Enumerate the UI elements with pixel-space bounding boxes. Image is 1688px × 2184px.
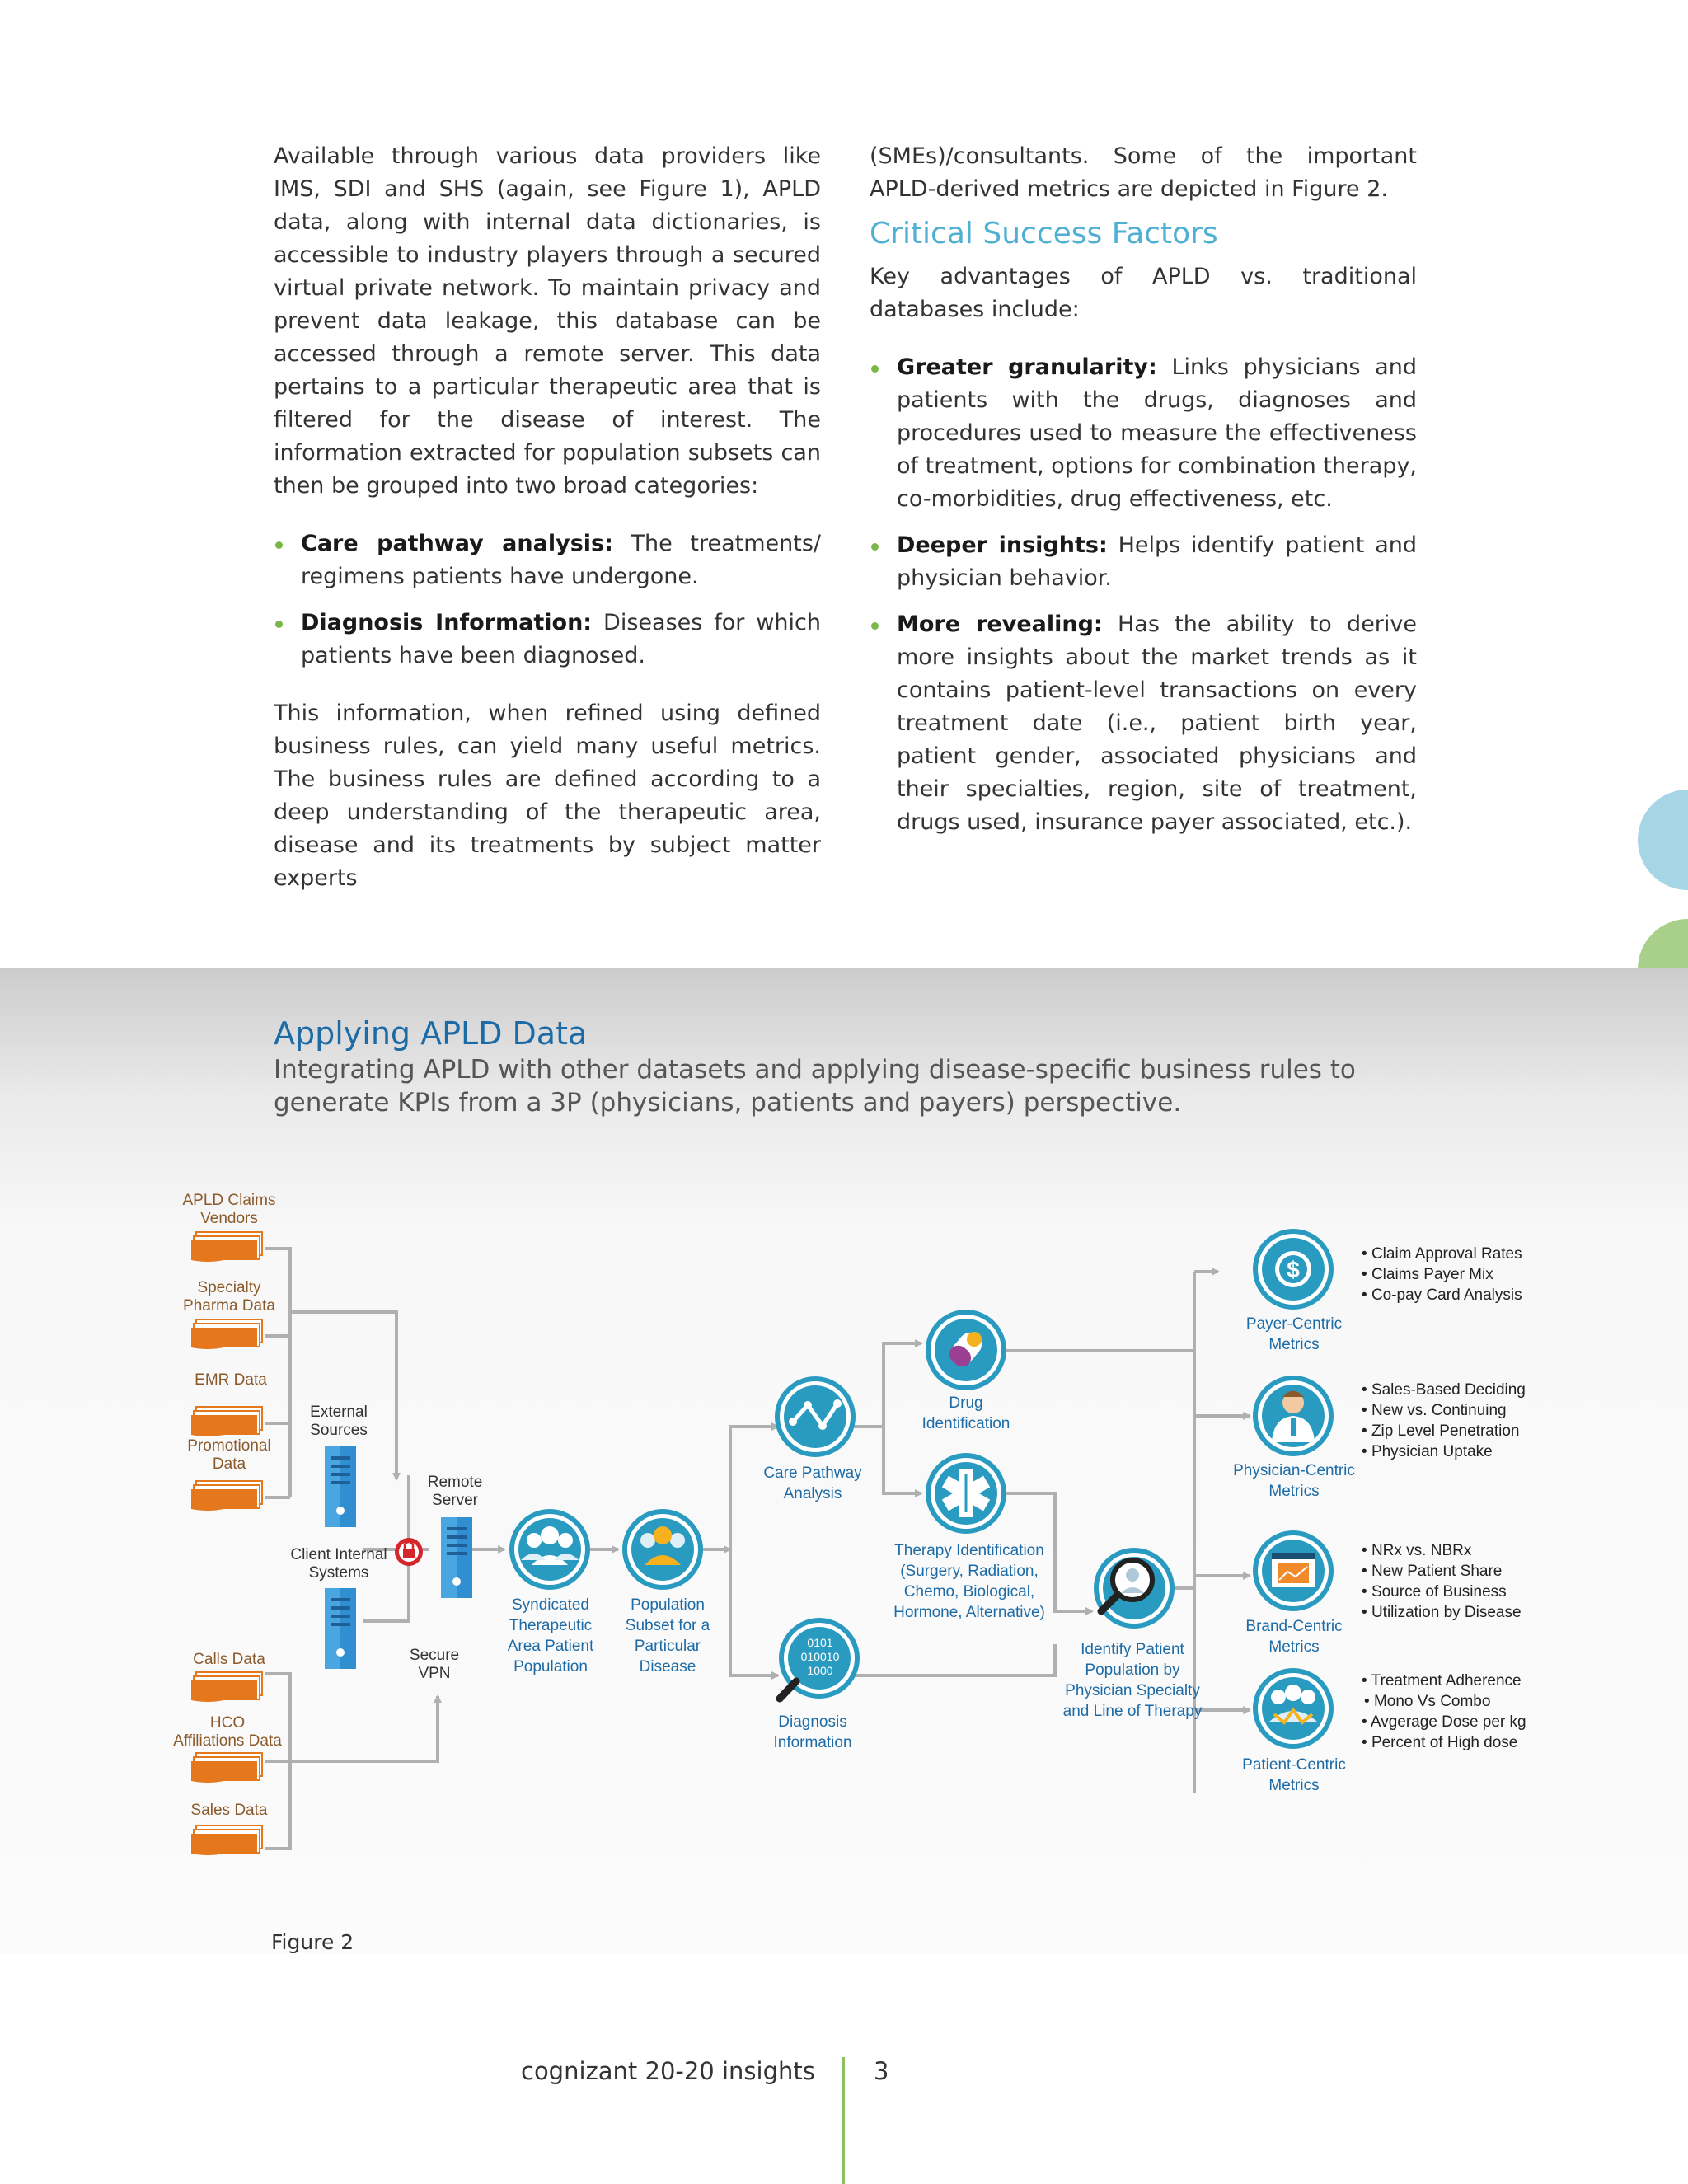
- footer-divider: [842, 2057, 845, 2184]
- identify-patient-population: [1063, 1550, 1203, 1720]
- svg-text:Calls Data: Calls Data: [193, 1651, 265, 1668]
- left-paragraph-1: Available through various data providers like IMS, SDI and SHS (again, see Figure 1), APLD data, along with internal data dictionaries, is accessible to industry players through a secured virtual private network. To maintain privacy and prevent data leakage, this database can be accessed through a remote server. This data pertains to a particular therapeutic area that is filtered for the disease of interest. The information extracted for population subsets can then be grouped into two broad categories:: [274, 143, 821, 499]
- data-stack-icon: [191, 1407, 262, 1436]
- page-number: 3: [874, 2057, 889, 2085]
- diagram-subtitle: Integrating APLD with other datasets and applying disease-specific business rules to generate KPIs from a 3P (physicians, patients and payers) perspective.: [274, 1055, 1356, 1118]
- source-emr-data: [191, 1371, 267, 1436]
- svg-text:Metrics: Metrics: [1268, 1483, 1320, 1500]
- svg-text:0101: 0101: [807, 1636, 833, 1649]
- source-specialty-pharma-data: [183, 1279, 275, 1349]
- svg-text:• Zip Level Penetration: • Zip Level Penetration: [1362, 1422, 1520, 1440]
- svg-text:Affiliations Data: Affiliations Data: [173, 1732, 282, 1750]
- svg-text:Payer-Centric: Payer-Centric: [1245, 1315, 1343, 1333]
- svg-text:Remote: Remote: [427, 1474, 483, 1491]
- data-stack-icon: [191, 1672, 262, 1702]
- syndicated-patient-population: [508, 1511, 594, 1675]
- source-connectors-bottom: [265, 1674, 438, 1849]
- lock-icon: [395, 1538, 423, 1566]
- svg-text:Therapeutic: Therapeutic: [509, 1617, 593, 1634]
- patient-metric-list: [1362, 1672, 1526, 1751]
- svg-text:Syndicated: Syndicated: [511, 1596, 590, 1614]
- figure-caption: Figure 2: [271, 1930, 354, 1954]
- svg-text:Pharma Data: Pharma Data: [183, 1297, 275, 1315]
- data-stack-icon: [191, 1825, 262, 1855]
- left-column: [274, 140, 821, 920]
- svg-text:Promotional: Promotional: [187, 1437, 271, 1455]
- svg-text:Identify Patient: Identify Patient: [1081, 1641, 1184, 1658]
- svg-text:$: $: [1287, 1257, 1300, 1282]
- svg-text:Therapy Identification: Therapy Identification: [894, 1542, 1044, 1559]
- svg-text:Subset for a: Subset for a: [625, 1617, 710, 1634]
- apld-flow-diagram: [0, 968, 1566, 1916]
- brand-centric-metrics: [1245, 1533, 1342, 1656]
- svg-text:• New Patient Share: • New Patient Share: [1362, 1563, 1503, 1580]
- svg-text:Brand-Centric: Brand-Centric: [1245, 1618, 1343, 1635]
- server-icon: [325, 1446, 356, 1527]
- data-stack-icon: [191, 1232, 262, 1262]
- svg-text:Sources: Sources: [310, 1422, 368, 1439]
- svg-text:Analysis: Analysis: [783, 1485, 842, 1502]
- brand-metric-list: [1362, 1542, 1522, 1621]
- payer-metric-list: [1362, 1245, 1522, 1304]
- svg-text:Vendors: Vendors: [200, 1210, 258, 1227]
- svg-text:• Utilization by Disease: • Utilization by Disease: [1362, 1604, 1522, 1621]
- svg-text:Metrics: Metrics: [1268, 1638, 1320, 1656]
- svg-text:• Percent of High dose: • Percent of High dose: [1362, 1734, 1518, 1751]
- svg-text:Physician Specialty: Physician Specialty: [1065, 1682, 1200, 1699]
- right-paragraph-1: (SMEs)/consultants. Some of the important APLD-derived metrics are depicted in Figure 2.: [870, 143, 1417, 202]
- diagram-title: Applying APLD Data: [274, 1015, 588, 1052]
- svg-text:• Claim Approval Rates: • Claim Approval Rates: [1362, 1245, 1522, 1263]
- source-apld-claims-vendors: [183, 1192, 276, 1262]
- svg-text:• Mono Vs Combo: • Mono Vs Combo: [1364, 1693, 1491, 1710]
- svg-text:(Surgery, Radiation,: (Surgery, Radiation,: [900, 1563, 1039, 1580]
- remote-server: [428, 1474, 483, 1598]
- right-column: [870, 140, 1417, 864]
- bullet-care-pathway: Care pathway analysis: The treatments/ regimens patients have undergone.: [274, 527, 821, 593]
- svg-text:Metrics: Metrics: [1268, 1777, 1320, 1794]
- dollar-coin-icon: [1275, 1251, 1311, 1287]
- svg-text:• Co-pay Card Analysis: • Co-pay Card Analysis: [1362, 1286, 1522, 1304]
- payer-centric-metrics: [1246, 1231, 1342, 1353]
- svg-text:Area Patient: Area Patient: [507, 1638, 594, 1655]
- source-calls-data: [191, 1651, 265, 1702]
- svg-text:Care Pathway: Care Pathway: [763, 1465, 862, 1482]
- data-stack-icon: [191, 1319, 262, 1349]
- svg-text:1000: 1000: [807, 1664, 833, 1677]
- decorative-blue-dot: [1638, 790, 1688, 890]
- svg-text:Patient-Centric: Patient-Centric: [1242, 1756, 1346, 1774]
- svg-text:Secure: Secure: [409, 1647, 460, 1664]
- external-sources: [310, 1404, 368, 1527]
- svg-text:• Treatment Adherence: • Treatment Adherence: [1362, 1672, 1522, 1690]
- svg-text:• NRx vs. NBRx: • NRx vs. NBRx: [1362, 1542, 1472, 1559]
- left-bullet-list: [274, 527, 821, 673]
- critical-success-factors-heading: Critical Success Factors: [870, 217, 1218, 251]
- data-stack-icon: [191, 1753, 262, 1783]
- svg-text:• New vs. Continuing: • New vs. Continuing: [1362, 1402, 1507, 1419]
- bullet-diagnosis-information: Diagnosis Information: Diseases for which patients have been diagnosed.: [274, 607, 821, 673]
- right-intro: Key advantages of APLD vs. traditional databases include:: [870, 264, 1417, 322]
- svg-text:Population by: Population by: [1085, 1661, 1180, 1679]
- svg-text:Identification: Identification: [921, 1415, 1010, 1432]
- svg-text:Physician-Centric: Physician-Centric: [1233, 1462, 1355, 1479]
- svg-text:Sales Data: Sales Data: [190, 1802, 268, 1819]
- bullet-more-revealing: More revealing: Has the ability to derive more insights about the market trends as it contains patient-level transactions on every treatment date (i.e., patient birth year, patient gender, associated physicians and their specialties, region, site of treatment, drugs used, insurance payer associated, etc.).: [870, 608, 1417, 839]
- svg-text:010010: 010010: [800, 1650, 840, 1663]
- svg-text:• Claims Payer Mix: • Claims Payer Mix: [1362, 1266, 1493, 1283]
- source-promotional-data: [187, 1437, 270, 1511]
- therapy-identification: [893, 1455, 1045, 1621]
- bullet-greater-granularity: Greater granularity: Links physicians and patients with the drugs, diagnoses and procedures used to measure the effectiveness of treatment, options for combination therapy, co-morbidities, drug effectiveness, etc.: [870, 351, 1417, 516]
- svg-text:Particular: Particular: [634, 1638, 701, 1655]
- bullet-deeper-insights: Deeper insights: Helps identify patient and physician behavior.: [870, 529, 1417, 595]
- svg-text:Chemo, Biological,: Chemo, Biological,: [903, 1583, 1035, 1601]
- svg-text:Specialty: Specialty: [197, 1279, 261, 1296]
- server-icon: [325, 1588, 356, 1669]
- secure-vpn: [410, 1647, 459, 1682]
- diagnosis-information: [773, 1620, 857, 1751]
- data-stack-icon: [191, 1481, 262, 1511]
- client-internal-systems: [290, 1546, 387, 1669]
- browser-chart-icon: [1272, 1553, 1315, 1587]
- svg-text:Server: Server: [432, 1492, 478, 1509]
- drug-identification: [922, 1312, 1010, 1432]
- source-hco-affiliations-data: [173, 1714, 282, 1783]
- magnifier-icon: [780, 1681, 796, 1699]
- patient-centric-metrics: [1242, 1671, 1346, 1794]
- svg-text:Hormone, Alternative): Hormone, Alternative): [893, 1604, 1045, 1621]
- svg-text:Metrics: Metrics: [1268, 1336, 1320, 1353]
- svg-text:Systems: Systems: [308, 1564, 369, 1582]
- care-pathway-analysis: [763, 1379, 862, 1502]
- svg-text:Drug: Drug: [949, 1394, 983, 1412]
- svg-text:Disease: Disease: [639, 1658, 696, 1675]
- svg-text:• Physician Uptake: • Physician Uptake: [1362, 1443, 1493, 1460]
- svg-text:EMR Data: EMR Data: [195, 1371, 267, 1389]
- footer-text: cognizant 20-20 insights: [521, 2057, 815, 2085]
- svg-text:Population: Population: [513, 1658, 588, 1675]
- svg-text:• Sales-Based Deciding: • Sales-Based Deciding: [1362, 1381, 1526, 1399]
- svg-text:Client Internal: Client Internal: [290, 1546, 387, 1563]
- right-bullet-list: [870, 351, 1417, 839]
- svg-text:• Source of Business: • Source of Business: [1362, 1583, 1507, 1601]
- svg-text:External: External: [310, 1404, 368, 1421]
- svg-text:and Line of Therapy: and Line of Therapy: [1062, 1703, 1203, 1720]
- svg-text:Data: Data: [212, 1455, 246, 1473]
- left-paragraph-2: This information, when refined using defined business rules, can yield many useful metrics. The business rules are defined according to a deep understanding of the therapeutic area, disease and its treatments by subject matter experts: [274, 701, 821, 891]
- svg-text:Diagnosis: Diagnosis: [778, 1713, 847, 1731]
- physician-metric-list: [1362, 1381, 1526, 1460]
- svg-text:Population: Population: [631, 1596, 705, 1614]
- physician-centric-metrics: [1233, 1378, 1355, 1500]
- svg-text:Information: Information: [773, 1734, 852, 1751]
- svg-text:• Avgerage Dose per kg: • Avgerage Dose per kg: [1362, 1713, 1526, 1731]
- svg-text:APLD Claims: APLD Claims: [182, 1192, 276, 1209]
- server-icon: [441, 1517, 472, 1598]
- svg-text:VPN: VPN: [418, 1665, 451, 1682]
- svg-text:HCO: HCO: [209, 1714, 246, 1732]
- source-sales-data: [191, 1802, 268, 1855]
- population-subset: [625, 1511, 710, 1675]
